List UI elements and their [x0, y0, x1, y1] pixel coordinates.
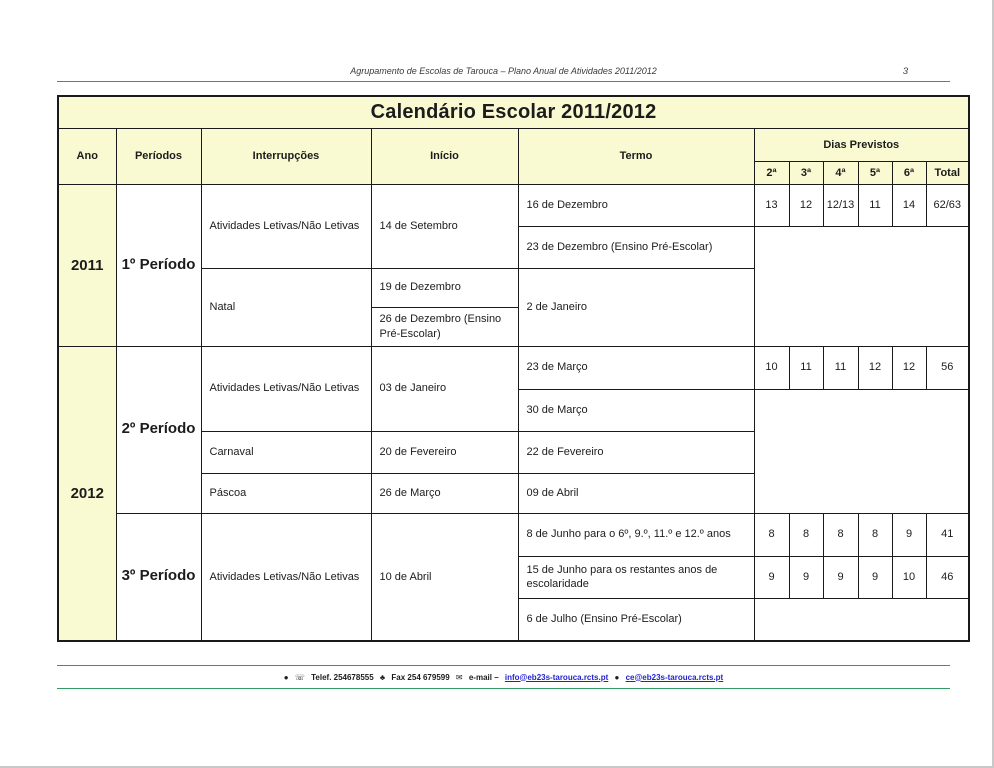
col-header-4a: 4ª	[823, 161, 858, 184]
cell-dias-2a: 8	[754, 513, 789, 556]
cell-termo: 23 de Dezembro (Ensino Pré-Escolar)	[518, 226, 754, 268]
cell-interrupcao: Páscoa	[201, 473, 371, 513]
cell-dias-5a: 8	[858, 513, 892, 556]
cell-dias-total: 41	[926, 513, 969, 556]
col-header-ano: Ano	[58, 128, 116, 184]
cell-inicio: 19 de Dezembro	[371, 268, 518, 307]
cell-periodo-2: 2º Período	[116, 346, 201, 513]
cell-termo: 09 de Abril	[518, 473, 754, 513]
cell-dias-total: 56	[926, 346, 969, 389]
header-running-title: Agrupamento de Escolas de Tarouca – Plano Anual de Atividades 2011/2012	[350, 66, 657, 76]
cell-termo: 2 de Janeiro	[518, 268, 754, 346]
cell-ano-2012: 2012	[58, 346, 116, 641]
col-header-termo: Termo	[518, 128, 754, 184]
email-link-ce[interactable]: ce@eb23s-tarouca.rcts.pt	[625, 672, 724, 682]
cell-dias-4a: 11	[823, 346, 858, 389]
col-header-6a: 6ª	[892, 161, 926, 184]
cell-dias-total: 62/63	[926, 184, 969, 226]
table-title: Calendário Escolar 2011/2012	[58, 96, 969, 128]
cell-dias-empty	[754, 389, 969, 513]
cell-dias-2a: 13	[754, 184, 789, 226]
cell-dias-5a: 11	[858, 184, 892, 226]
cell-dias-6a: 10	[892, 556, 926, 598]
bullet-icon: ●	[283, 672, 289, 682]
cell-dias-empty	[754, 598, 969, 641]
cell-interrupcao: Atividades Letivas/Não Letivas	[201, 513, 371, 641]
page-header	[57, 66, 950, 82]
phone-icon: ☏	[294, 672, 305, 682]
cell-termo: 16 de Dezembro	[518, 184, 754, 226]
cell-interrupcao: Atividades Letivas/Não Letivas	[201, 184, 371, 268]
cell-termo: 8 de Junho para o 6º, 9.º, 11.º e 12.º anos	[518, 513, 754, 556]
cell-termo: 22 de Fevereiro	[518, 431, 754, 473]
cell-dias-3a: 8	[789, 513, 823, 556]
bullet-icon: ●	[614, 672, 620, 682]
cell-ano-2011: 2011	[58, 184, 116, 346]
table-title-row	[58, 96, 969, 128]
col-header-3a: 3ª	[789, 161, 823, 184]
fax-number: Fax 254 679599	[391, 672, 450, 682]
cell-dias-5a: 9	[858, 556, 892, 598]
cell-dias-5a: 12	[858, 346, 892, 389]
contact-line	[284, 673, 723, 682]
cell-dias-6a: 9	[892, 513, 926, 556]
cell-termo: 6 de Julho (Ensino Pré-Escolar)	[518, 598, 754, 641]
cell-dias-4a: 12/13	[823, 184, 858, 226]
page-number: 3	[902, 66, 908, 77]
col-header-inicio: Início	[371, 128, 518, 184]
cell-inicio: 26 de Dezembro (Ensino Pré-Escolar)	[371, 307, 518, 346]
cell-dias-3a: 12	[789, 184, 823, 226]
cell-dias-2a: 9	[754, 556, 789, 598]
cell-inicio: 14 de Setembro	[371, 184, 518, 268]
page-footer	[57, 665, 950, 689]
cell-periodo-1: 1º Período	[116, 184, 201, 346]
col-header-total: Total	[926, 161, 969, 184]
table-row	[58, 184, 969, 226]
cell-dias-empty	[754, 226, 969, 346]
cell-termo: 30 de Março	[518, 389, 754, 431]
cell-dias-3a: 9	[789, 556, 823, 598]
cell-inicio: 20 de Fevereiro	[371, 431, 518, 473]
table-row	[58, 346, 969, 389]
cell-dias-total: 46	[926, 556, 969, 598]
table-header-row	[58, 128, 969, 161]
cell-interrupcao: Atividades Letivas/Não Letivas	[201, 346, 371, 431]
cell-inicio: 03 de Janeiro	[371, 346, 518, 431]
email-label: e-mail –	[468, 672, 499, 682]
col-header-dias-previstos: Dias Previstos	[754, 128, 969, 161]
cell-termo: 23 de Março	[518, 346, 754, 389]
cell-inicio: 10 de Abril	[371, 513, 518, 641]
cell-dias-6a: 12	[892, 346, 926, 389]
cell-dias-4a: 8	[823, 513, 858, 556]
col-header-2a: 2ª	[754, 161, 789, 184]
cell-termo: 15 de Junho para os restantes anos de escolaridade	[518, 556, 754, 598]
col-header-periodos: Períodos	[116, 128, 201, 184]
table-row	[58, 513, 969, 556]
email-link-info[interactable]: info@eb23s-tarouca.rcts.pt	[504, 672, 609, 682]
col-header-5a: 5ª	[858, 161, 892, 184]
cell-inicio: 26 de Março	[371, 473, 518, 513]
cell-periodo-3: 3º Período	[116, 513, 201, 641]
cell-dias-4a: 9	[823, 556, 858, 598]
fax-icon: ♣	[379, 672, 386, 682]
cell-interrupcao: Natal	[201, 268, 371, 346]
mail-icon: ✉	[455, 672, 463, 682]
cell-interrupcao: Carnaval	[201, 431, 371, 473]
cell-dias-3a: 11	[789, 346, 823, 389]
phone-number: Telef. 254678555	[311, 672, 374, 682]
calendar-table	[57, 95, 970, 642]
cell-dias-6a: 14	[892, 184, 926, 226]
cell-dias-2a: 10	[754, 346, 789, 389]
col-header-interrupcoes: Interrupções	[201, 128, 371, 184]
